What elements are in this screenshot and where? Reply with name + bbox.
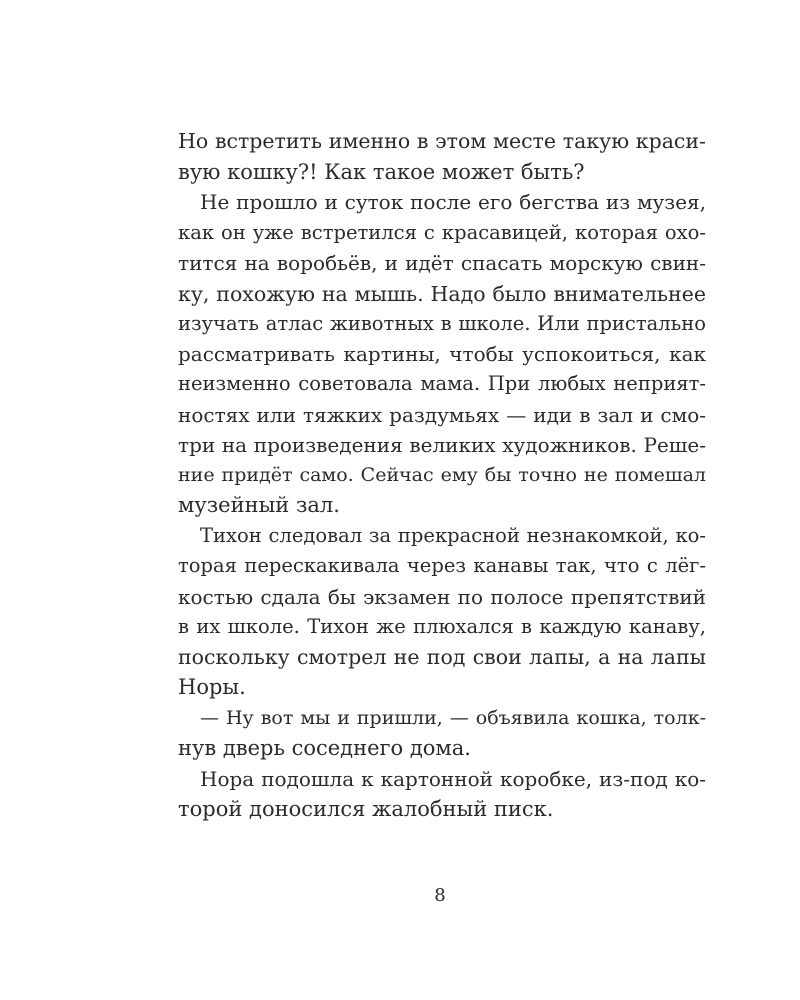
text-line: торая перескакивала через канавы так, что с лёг-	[178, 554, 706, 577]
text-line: ку, похожую на мышь. Надо было внимательнее	[178, 282, 706, 306]
text-line: вую кошку?! Как такое может быть?	[178, 160, 585, 184]
text-line: Не прошло и суток после его бегства из музея,	[200, 190, 706, 214]
text-line: три на произведения великих художников. Реше-	[178, 433, 706, 457]
text-line: ние придёт само. Сейчас ему бы точно не помешал	[178, 464, 706, 486]
text-line: торой доносился жалобный писк.	[178, 797, 554, 821]
page-number: 8	[434, 885, 446, 906]
text-line: неизменно советовала мама. При любых неприят-	[178, 372, 706, 395]
text-line: нув дверь соседнего дома.	[178, 736, 471, 760]
text-line: костью сдала бы экзамен по полосе препятствий	[178, 585, 706, 609]
text-line: Тихон следовал за прекрасной незнакомкой, ко-	[200, 524, 706, 547]
text-line: Норы.	[178, 675, 246, 699]
text-line: Нора подошла к картонной коробке, из-под ко-	[200, 767, 706, 791]
text-line: тится на воробьёв, и идёт спасать морскую свин-	[178, 251, 706, 275]
text-line: Но встретить именно в этом месте такую краси-	[178, 129, 706, 153]
text-line: ностях или тяжких раздумьях — иди в зал и смо-	[178, 403, 706, 427]
text-line: поскольку смотрел не под свои лапы, а на лапы	[178, 645, 706, 669]
text-line: музейный зал.	[178, 493, 340, 517]
text-line: изучать атлас животных в школе. Или пристально	[178, 312, 706, 335]
text-line: — Ну вот мы и пришли, — объявила кошка, толк-	[200, 707, 706, 729]
text-line: как он уже встретился с красавицей, которая охо-	[178, 221, 706, 244]
text-line: рассматривать картины, чтобы успокоиться, как	[178, 342, 706, 366]
text-line: в их школе. Тихон же плюхался в каждую канаву,	[178, 615, 706, 638]
